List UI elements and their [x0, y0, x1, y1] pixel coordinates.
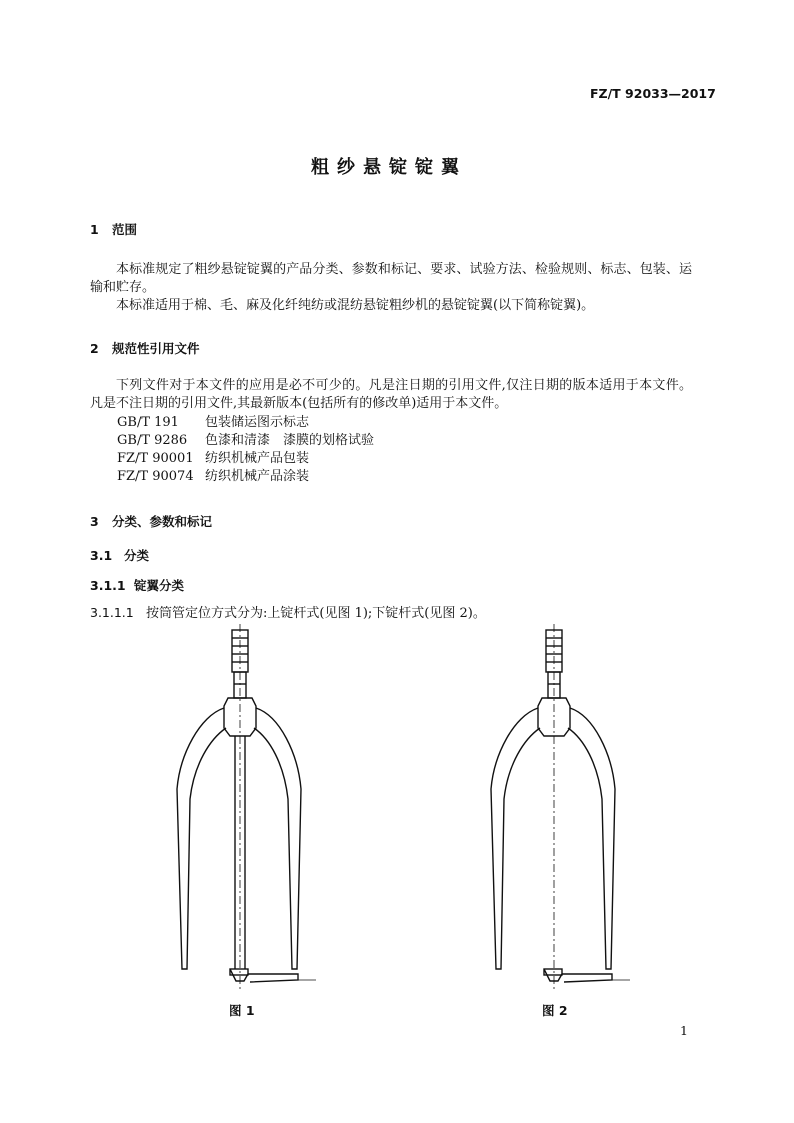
section-title: 分类、参数和标记: [112, 514, 213, 529]
section-3-heading: [90, 512, 212, 530]
reference-item: [117, 468, 309, 486]
section-number: 3.1.1: [90, 578, 126, 593]
flyer-lower-spindle-figure: [484, 624, 634, 994]
section-3-1-1-1-clause: [90, 604, 486, 623]
reference-code: GB/T 191: [117, 415, 179, 430]
flyer-left-arm: [491, 708, 540, 969]
figure-1-caption: 图 1: [229, 1003, 255, 1018]
section-3-1-heading: [90, 546, 149, 564]
section-number: 3.1: [90, 548, 113, 563]
section-title: 范围: [112, 222, 138, 237]
flyer-right-arm: [568, 708, 615, 969]
page-number: 1: [680, 1023, 688, 1038]
section-number: 3.1.1.1: [90, 605, 134, 620]
section-title: 锭翼分类: [134, 578, 185, 593]
section-number: 2: [90, 341, 99, 356]
section-number: 1: [90, 222, 99, 237]
section-title: 规范性引用文件: [112, 341, 200, 356]
references-paragraph: 下列文件对于本文件的应用是必不可少的。凡是注日期的引用文件,仅注日期的版本适用于本文件。凡是不注日期的引用文件,其最新版本(包括所有的修改单)适用于本文件。: [90, 378, 692, 411]
standard-code-header: FZ/T 92033—2017: [590, 86, 716, 101]
section-title: 分类: [124, 548, 150, 563]
section-1-heading: [90, 220, 137, 238]
section-3-1-1-heading: [90, 576, 184, 594]
reference-item: [117, 414, 309, 432]
reference-code: FZ/T 90001: [117, 451, 194, 466]
clause-text: 按筒管定位方式分为:上锭杆式(见图 1);下锭杆式(见图 2)。: [146, 606, 486, 621]
page-title: 粗纱悬锭锭翼: [311, 157, 467, 178]
flyer-right-arm: [254, 708, 301, 969]
reference-item: [117, 450, 309, 468]
reference-item: [117, 432, 374, 450]
reference-code: GB/T 9286: [117, 433, 188, 448]
figure-2-caption: 图 2: [542, 1003, 568, 1018]
reference-name: 色漆和清漆 漆膜的划格试验: [205, 433, 375, 448]
reference-name: 纺织机械产品包装: [205, 451, 310, 466]
section-2-heading: [90, 339, 200, 357]
reference-code: FZ/T 90074: [117, 469, 194, 484]
scope-paragraph-1: 本标准规定了粗纱悬锭锭翼的产品分类、参数和标记、要求、试验方法、检验规则、标志、包装、运输和贮存。: [90, 262, 692, 295]
section-number: 3: [90, 514, 99, 529]
reference-name: 包装储运图示标志: [205, 415, 310, 430]
reference-name: 纺织机械产品涂装: [205, 469, 310, 484]
flyer-left-arm: [177, 708, 226, 969]
flyer-upper-spindle-figure: [170, 624, 320, 994]
scope-paragraph-2: 本标准适用于棉、毛、麻及化纤纯纺或混纺悬锭粗纱机的悬锭锭翼(以下简称锭翼)。: [116, 298, 595, 313]
